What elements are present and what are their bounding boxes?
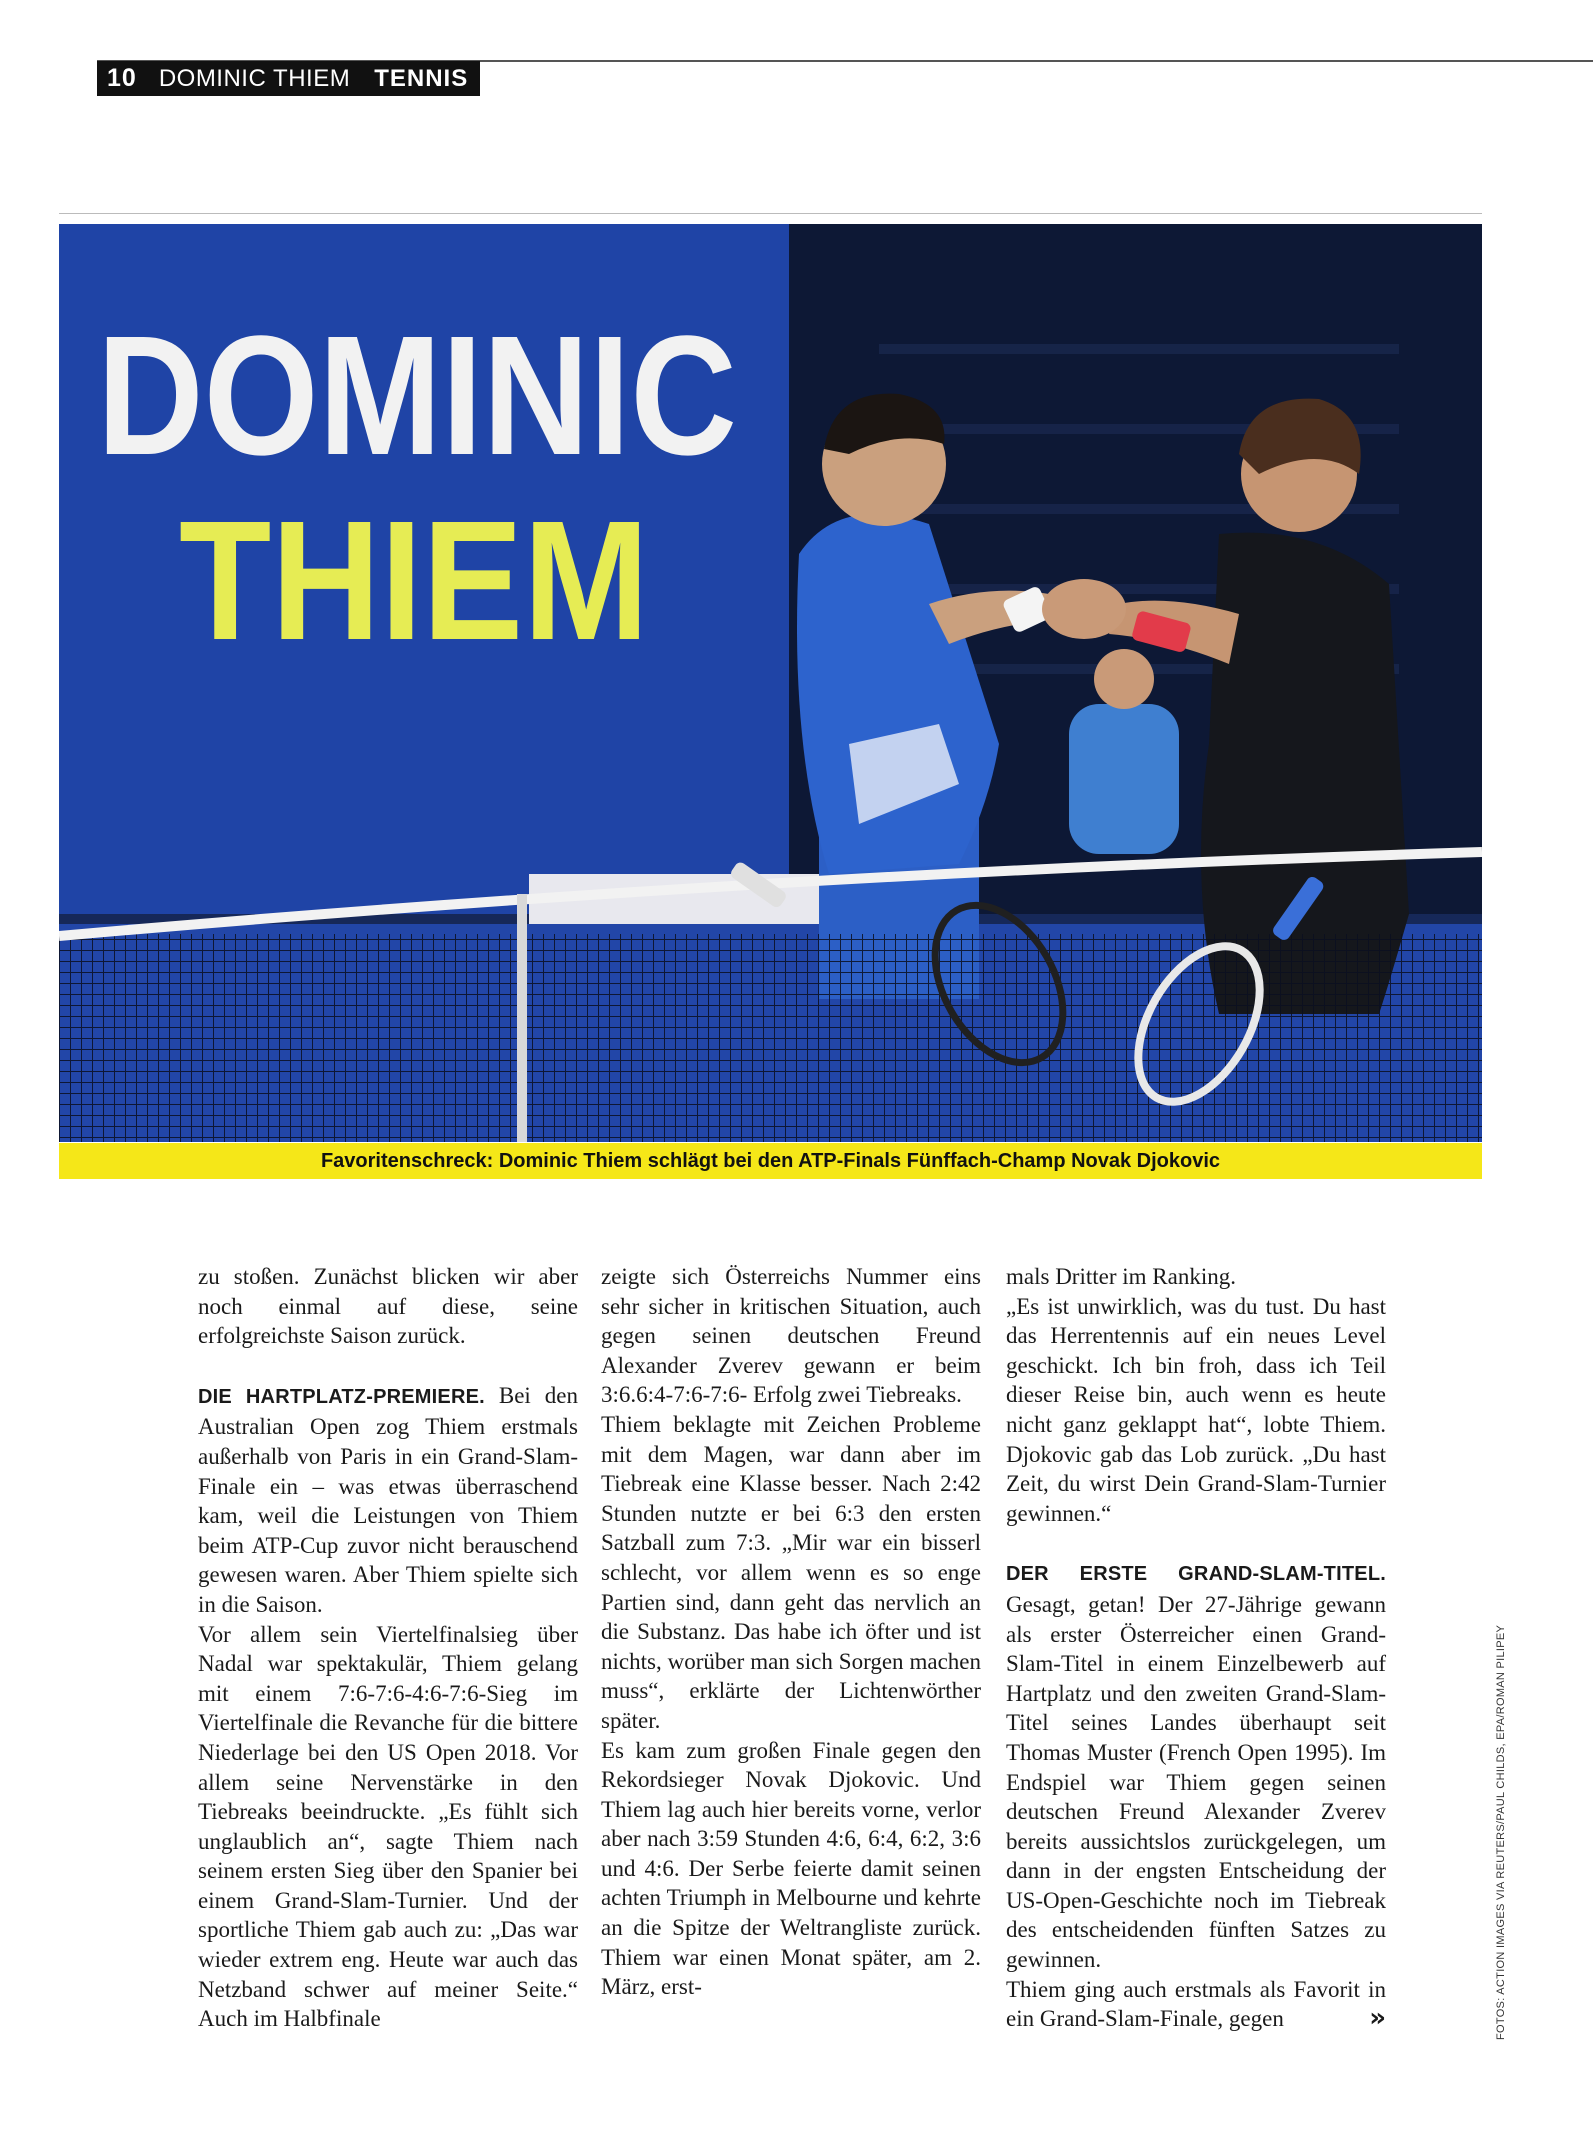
page-number: 10 [107,64,137,92]
paragraph: mals Dritter im Ranking. [1006,1264,1236,1289]
paragraph-text: Thiem ging auch erstmals als Favorit in ein Grand-Slam-Finale, gegen [1006,1976,1386,2032]
paragraph-text: Bei den Australian Open zog Thiem erstmals außerhalb von Paris in ein Grand-Slam-Finale ein – was etwas überraschend kam, weil die Leistungen von Thiem beim ATP-Cup zuvor nicht berauschend gewesen waren. Aber Thiem spielte sich in die Saison. [198,1382,578,1617]
subheading: DER ERSTE GRAND-SLAM-TITEL. [1006,1563,1386,1586]
subheading: DIE HARTPLATZ-PREMIERE. [198,1385,485,1408]
photo-top-rule [59,213,1482,214]
paragraph: zu stoßen. Zunächst blicken wir aber noch einmal auf diese, seine erfolgreichste Saison zurück. [198,1264,578,1349]
photo-credit: FOTOS: ACTION IMAGES VIA REUTERS/PAUL CHILDS, EPA/ROMAN PILIPEY [1495,1624,1507,2040]
paragraph: Thiem beklagte mit Zeichen Probleme mit dem Magen, war dann aber im Tiebreak eine Klasse besser. Nach 2:42 Stunden nutzte er bei 6:3 den ersten Satzball zum 7:3. „Mir war ein bisserl schlecht, vor allem wenn es so enge Partien sind, dann geht das nervlich an die Substanz. Das habe ich öfter und ist nichts, worüber man sich Sorgen machen muss“, erklärte der Lichtenwörther später. [601,1411,981,1733]
tennis-photo [59,224,1482,1142]
article-column-1 [198,1262,578,2034]
running-header [97,61,480,96]
photo-caption: Favoritenschreck: Dominic Thiem schlägt bei den ATP-Finals Fünffach-Champ Novak Djokovic [320,1149,1221,1172]
continue-arrow-icon: » [1369,2003,1386,2034]
paragraph: zeigte sich Österreichs Nummer eins sehr sicher in kritischen Situation, auch gegen seinen deutschen Freund Alexander Zverev gewann er beim 3:6.6:4-7:6-7:6- Erfolg zwei Tiebreaks. [601,1264,981,1408]
paragraph-last [1006,1975,1386,2034]
paragraph-text: Gesagt, getan! Der 27-Jährige gewann als erster Österreicher einen Grand-Slam-Titel in einem Einzelbewerb auf Hartplatz und den zweiten Grand-Slam-Titel seines Landes überhaupt seit Thomas Muster (French Open 1995). Im Endspiel war Thiem gegen seinen deutschen Freund Alexander Zverev bereits aussichtslos zurückgelegen, um dann in der engsten Entscheidung der US-Open-Geschichte noch im Tiebreak des entscheidenden fünften Satzes zu gewinnen. [1006,1591,1386,1973]
article-column-3 [1006,1262,1386,2034]
paragraph-with-subhead [1006,1558,1386,1974]
paragraph: Es kam zum großen Finale gegen den Rekordsieger Novak Djokovic. Und Thiem lag auch hier bereits vorne, verlor aber nach 3:59 Stunden 4:6, 6:4, 6:2, 3:6 und 4:6. Der Serbe feierte damit seinen achten Triumph in Melbourne und kehrte an die Spitze der Weltrangliste zurück. Thiem war einen Monat später, am 2. März, erst- [601,1737,981,2000]
header-topic: DOMINIC THIEM [158,64,351,92]
header-section: TENNIS [374,64,469,92]
screen-text-dominic: DOMINIC [97,301,737,491]
paragraph: Vor allem sein Viertelfinalsieg über Nadal war spektakulär, Thiem gelang mit einem 7:6-7:6-4:6-7:6-Sieg im Viertelfinale die Revanche für die bittere Niederlage bei den US Open 2018. Vor allem seine Nervenstärke in den Tiebreaks beeindruckte. „Es fühlt sich unglaublich an“, sagte Thiem nach seinem ersten Sieg über den Spanier bei einem Grand-Slam-Turnier. Und der sportliche Thiem gab auch zu: „Das war wieder extrem eng. Heute war auch das Netzband schwer auf meiner Seite.“ Auch im Halbfinale [198,1621,578,2032]
paragraph: „Es ist unwirklich, was du tust. Du hast das Herrentennis auf ein neues Level geschickt. Ich bin froh, dass ich Teil dieser Reise bin, auch wenn es heute nicht ganz geklappt hat“, lobte Thiem. Djokovic gab das Lob zurück. „Du hast Zeit, du wirst Dein Grand-Slam-Turnier gewinnen.“ [1006,1293,1386,1526]
screen-text-thiem: THIEM [179,486,649,676]
paragraph-with-subhead [198,1381,578,1620]
photo-caption-bar [59,1143,1482,1179]
article-column-2 [601,1262,981,2002]
